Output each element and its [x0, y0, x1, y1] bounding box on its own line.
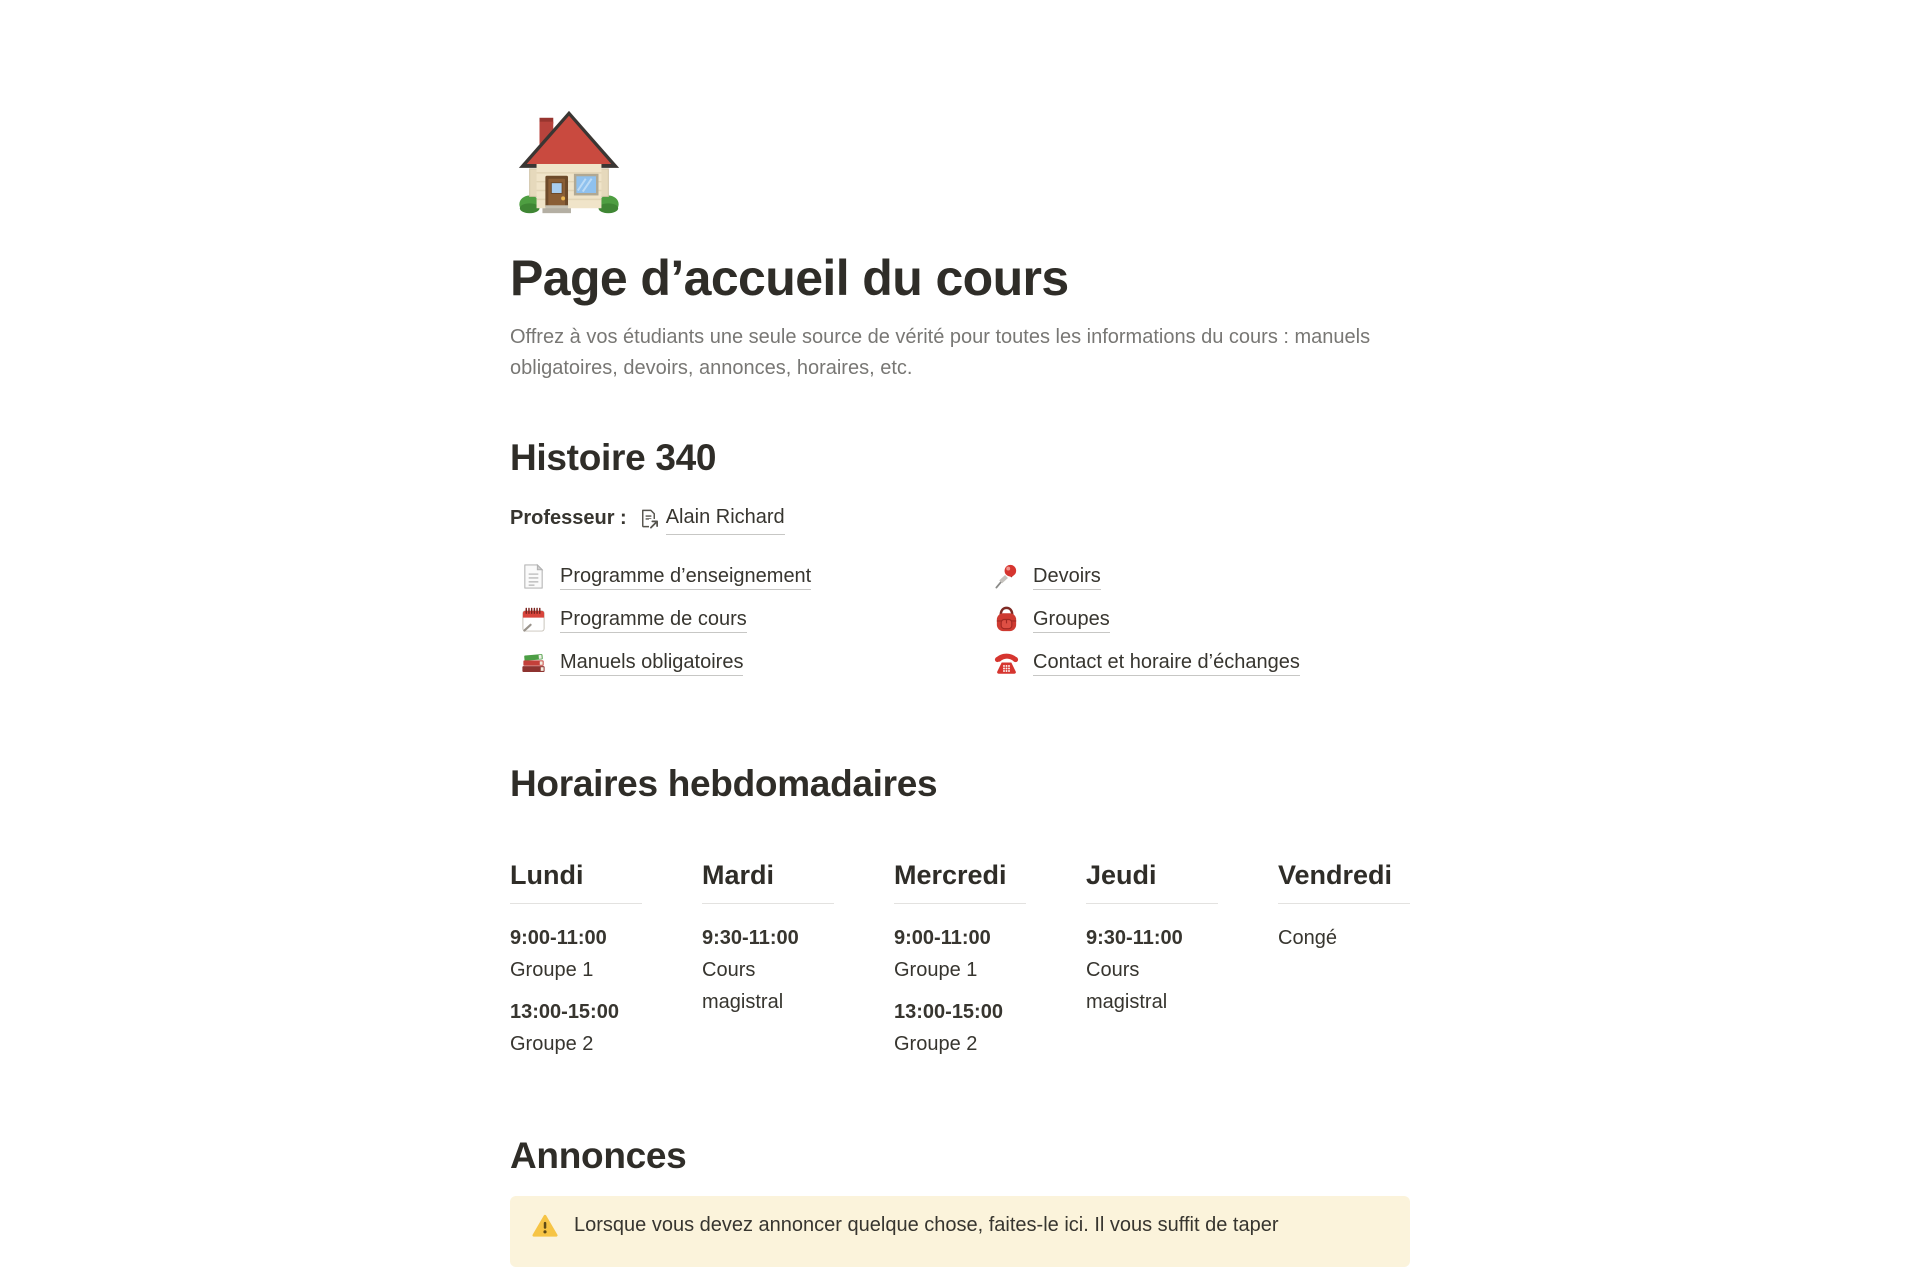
backpack-icon [993, 606, 1020, 633]
session [894, 996, 1026, 1060]
course-home-page [510, 0, 1410, 1267]
day-column-lundi [510, 859, 642, 1070]
session-label: Groupe 1 [510, 958, 594, 981]
course-links-right [983, 561, 1410, 690]
week-grid [510, 859, 1410, 1070]
day-name: Mercredi [894, 859, 1007, 890]
page-icon[interactable] [510, 104, 1410, 234]
link-manuels[interactable]: Manuels obligatoires [560, 651, 743, 674]
professor-page-link[interactable] [637, 502, 785, 535]
link-programme-cours[interactable]: Programme de cours [560, 608, 747, 631]
link-item-devoirs [983, 561, 1410, 591]
course-links-left [510, 561, 937, 690]
day-column-jeudi [1086, 859, 1218, 1070]
warning-icon [532, 1213, 558, 1239]
day-name: Vendredi [1278, 859, 1393, 890]
day-divider [894, 903, 1026, 904]
session-time: 13:00-15:00 [894, 1000, 1003, 1023]
day-name: Mardi [702, 859, 775, 890]
page-description: Offrez à vos étudiants une seule source de vérité pour toutes les informations du cours : manuels obligatoires, devoirs, annonces, horaires, etc. [510, 326, 1371, 379]
link-contact[interactable]: Contact et horaire d’échanges [1033, 651, 1300, 674]
session-label: Cours magistral [702, 958, 784, 1013]
link-item-programme-cours [510, 604, 937, 634]
session-label: Cours magistral [1086, 958, 1168, 1013]
link-item-contact [983, 647, 1410, 677]
telephone-icon [993, 649, 1020, 676]
session [1086, 922, 1218, 1018]
course-heading: Histoire 340 [510, 437, 717, 478]
page-title: Page d’accueil du cours [510, 250, 1069, 306]
schedule-heading: Horaires hebdomadaires [510, 763, 938, 805]
announcements-heading: Annonces [510, 1134, 687, 1176]
link-item-programme-enseignement [510, 561, 937, 591]
session-time: 9:30-11:00 [702, 926, 799, 949]
session [894, 922, 1026, 986]
session-label: Groupe 2 [510, 1032, 594, 1055]
link-item-manuels [510, 647, 937, 677]
page-link-arrow-icon [637, 507, 660, 530]
day-divider [702, 903, 834, 904]
day-column-mardi [702, 859, 834, 1070]
link-item-groupes [983, 604, 1410, 634]
schedule-section [510, 762, 1410, 1069]
day-divider [1278, 903, 1410, 904]
day-name: Jeudi [1086, 859, 1157, 890]
session-time: 9:00-11:00 [510, 926, 607, 949]
session-label: Congé [1278, 926, 1337, 949]
spiral-calendar-icon [520, 606, 547, 633]
session-label: Groupe 2 [894, 1032, 978, 1055]
course-section [510, 436, 1410, 690]
session [1278, 922, 1410, 954]
link-groupes[interactable]: Groupes [1033, 608, 1110, 631]
day-column-vendredi [1278, 859, 1410, 1070]
session-time: 9:00-11:00 [894, 926, 991, 949]
session [702, 922, 834, 1018]
course-links [510, 561, 1410, 690]
day-divider [510, 903, 642, 904]
announcements-section [510, 1134, 1410, 1267]
house-icon [510, 104, 628, 222]
session [510, 996, 642, 1060]
session [510, 922, 642, 986]
announcement-callout[interactable] [510, 1196, 1410, 1267]
link-programme-enseignement[interactable]: Programme d’enseignement [560, 565, 811, 588]
announcement-callout-text: Lorsque vous devez annoncer quelque chose, faites-le ici. Il vous suffit de taper [574, 1214, 1279, 1237]
professor-label: Professeur : [510, 507, 627, 530]
session-label: Groupe 1 [894, 958, 978, 981]
session-time: 13:00-15:00 [510, 1000, 619, 1023]
pushpin-icon [993, 563, 1020, 590]
page-facing-up-icon [520, 563, 547, 590]
books-icon [520, 649, 547, 676]
professor-name: Alain Richard [666, 502, 785, 535]
day-column-mercredi [894, 859, 1026, 1070]
day-name: Lundi [510, 859, 584, 890]
link-devoirs[interactable]: Devoirs [1033, 565, 1101, 588]
session-time: 9:30-11:00 [1086, 926, 1183, 949]
professor-row [510, 502, 1410, 535]
day-divider [1086, 903, 1218, 904]
